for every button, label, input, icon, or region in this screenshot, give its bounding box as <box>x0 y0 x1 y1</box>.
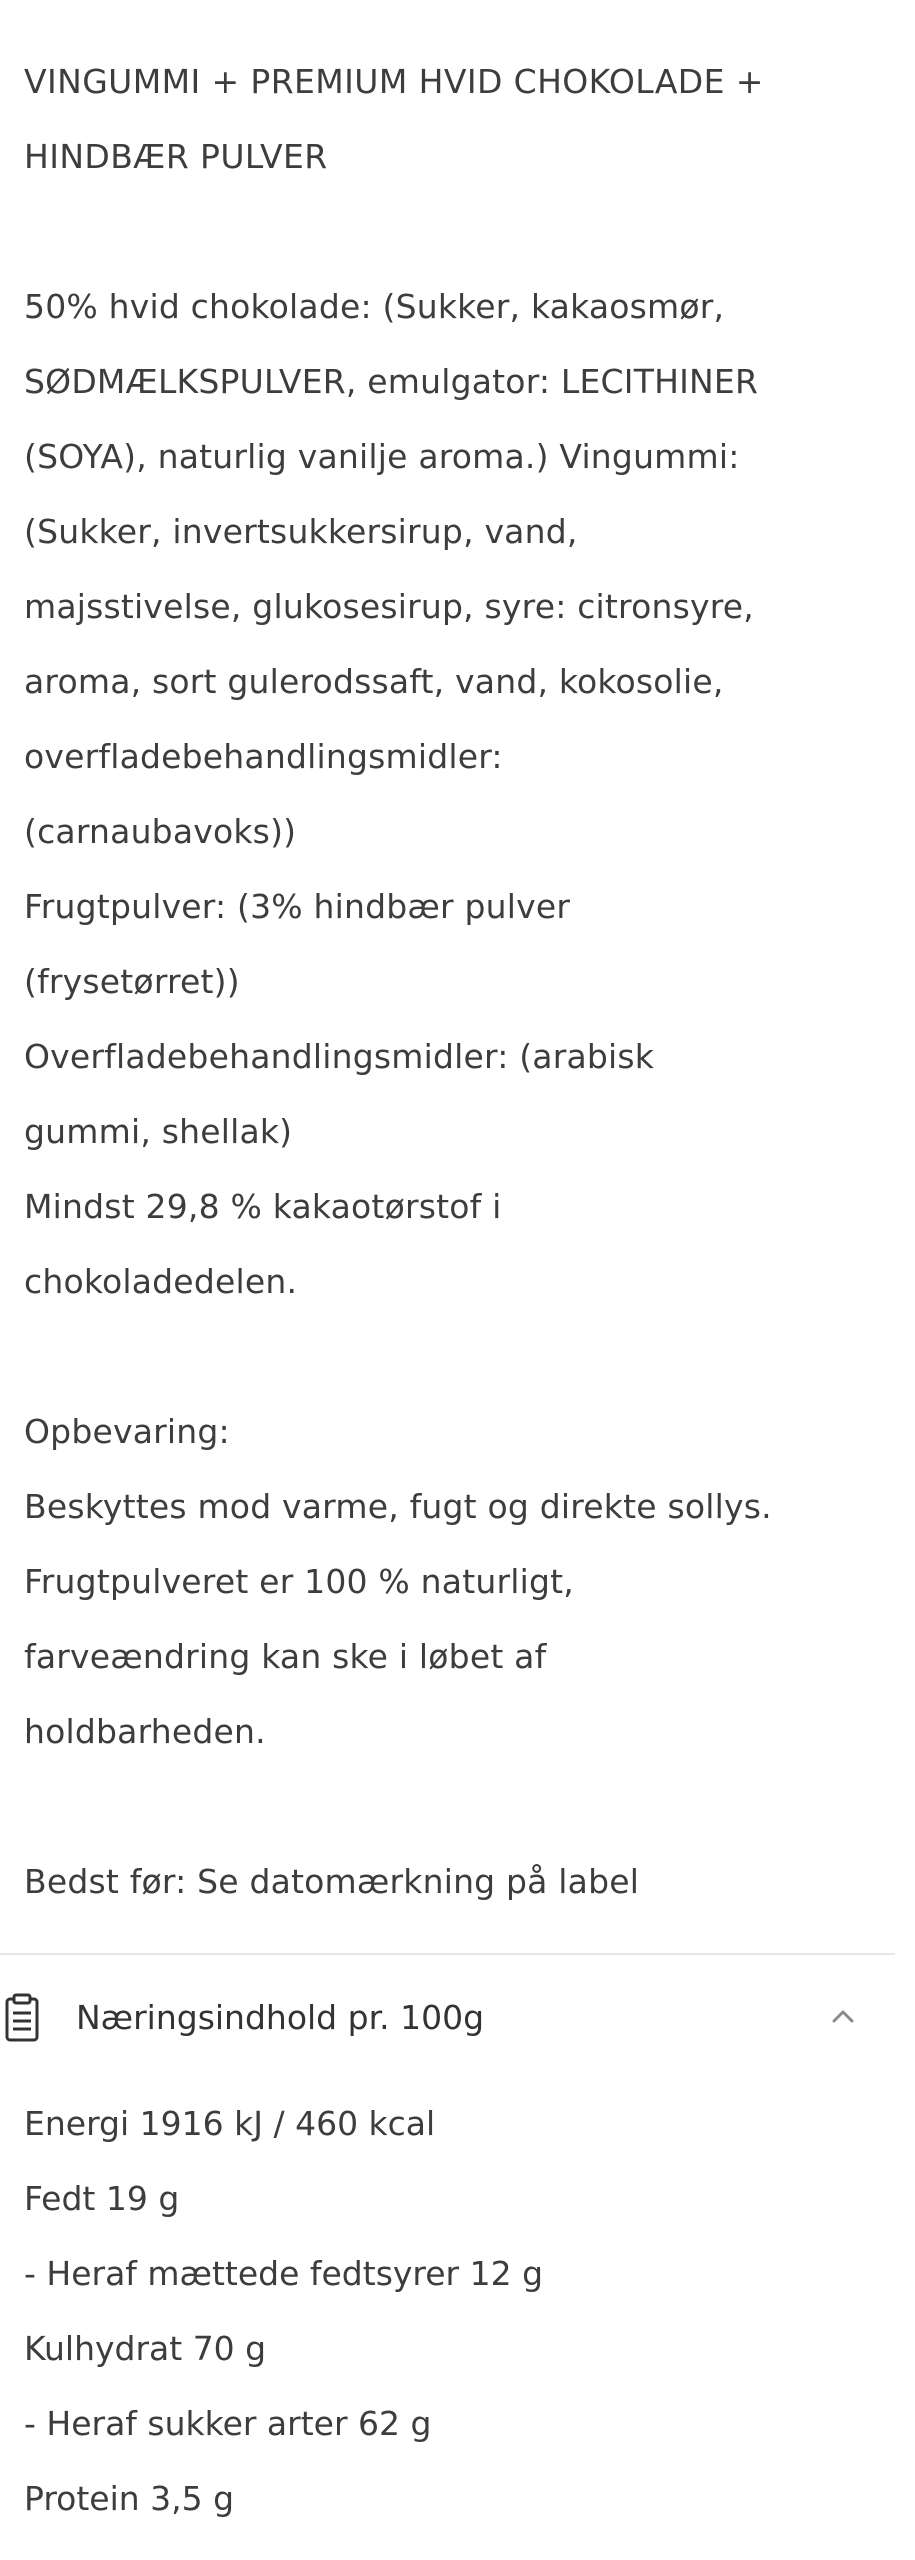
nutrition-row: Kulhydrat 70 g <box>24 2329 267 2368</box>
storage-info: Opbevaring: Beskyttes mod varme, fugt og direkte sollys. Frugtpulveret er 100 % naturligt, farveændring kan ske i løbet af holdbarheden. <box>24 1412 772 1751</box>
spacer <box>24 194 884 269</box>
nutrition-row: - Heraf mættede fedtsyrer 12 g <box>24 2254 544 2293</box>
ingredients-headline: VINGUMMI + PREMIUM HVID CHOKOLADE + HINDBÆR PULVER <box>24 62 764 176</box>
spacer <box>24 1319 884 1394</box>
nutrition-row: Energi 1916 kJ / 460 kcal <box>24 2104 436 2143</box>
chevron-up-icon[interactable] <box>828 2001 858 2031</box>
ingredients-list: 50% hvid chokolade: (Sukker, kakaosmør, SØDMÆLKSPULVER, emulgator: LECITHINER (SOYA), naturlig vanilje aroma.) Vingummi: (Sukker, invertsukkersirup, vand, majsstivelse, glukosesirup, syre: citronsyre, aroma, sort gulerodssaft, vand, kokosolie, overfladebehandlingsmidler: (carnaubavoks)) Frugtpulver: (3% hindbær pulver (frysetørret)) Overfladebehandlingsmidler: (arabisk gummi, shellak) Mindst 29,8 % kakaotørstof i chokoladedelen. <box>24 287 759 1301</box>
nutrition-accordion-toggle[interactable] <box>0 1975 895 2065</box>
section-divider <box>0 1953 895 1955</box>
nutrition-accordion-title: Næringsindhold pr. 100g <box>76 1998 485 2037</box>
nutrition-row: Fedt 19 g <box>24 2179 180 2218</box>
nutrition-row: Protein 3,5 g <box>24 2479 235 2518</box>
best-before-info: Bedst før: Se datomærkning på label <box>24 1862 640 1901</box>
spacer <box>24 1769 884 1844</box>
nutrition-row: - Heraf sukker arter 62 g <box>24 2404 432 2443</box>
ingredients-section <box>24 44 884 1919</box>
nutrition-facts-list <box>24 2086 884 2536</box>
document-icon <box>4 1993 40 2043</box>
